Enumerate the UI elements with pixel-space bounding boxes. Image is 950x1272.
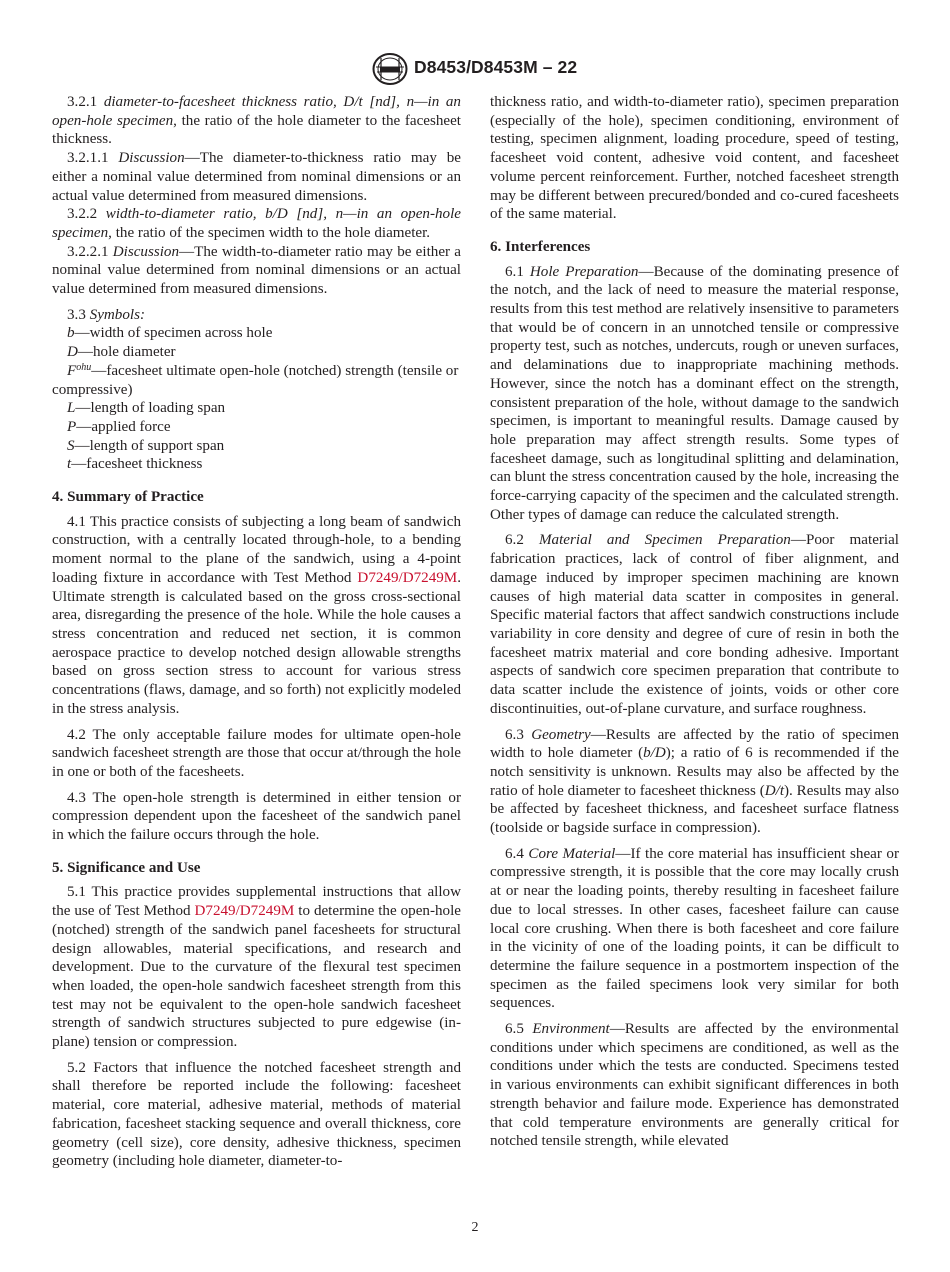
section-4-heading: 4. Summary of Practice xyxy=(52,489,204,506)
symbol-F-ohu: $F^{ohu}—facesheet$ ultimate open-hole (notched) strength (tensile or compressive) xyxy=(52,361,459,398)
paragraph-5-1: 5.1 This practice provides supplemental instructions that allow the use of Test Method D7249/D7249M to determine the open-hole (notched) strength of the sandwich panel facesheets for structural design allowables, material specifications, and research and development. Due to the curvature of the flexural test specimen when loaded, the open-hole sandwich facesheet strength from this test may not be equivalent to the open-hole sandwich facesheet strength of sandwich structures subjected to pure edgewise (in-plane) tension or compression. xyxy=(52,884,461,1051)
paragraph-3-2-1-1: 3.2.1.1 Discussion—The diameter-to-thickness ratio may be either a nominal value determined from nominal dimensions or an actual value determined from measured dimensions. xyxy=(52,150,462,204)
symbol-L: L—length of loading span xyxy=(67,400,226,417)
page-header xyxy=(0,52,950,86)
symbol-t: t—facesheet thickness xyxy=(67,456,203,473)
page-number: 2 xyxy=(471,1220,479,1235)
paragraph-5-2: 5.2 Factors that influence the notched facesheet strength and shall therefore be reported include the following: facesheet material, core material, adhesive material, methods of material fabrication, facesheet stacking sequence and overall thickness, core geometry (cell size), core density, adhesive thickness, specimen geometry (including hole diameter, diameter-to- xyxy=(52,1059,461,1170)
paragraph-4-2: 4.2 The only acceptable failure modes for ultimate open-hole sandwich facesheet strength are those that occur at/through the hole in one or both of the facesheets. xyxy=(52,726,461,780)
paragraph-3-2-1: 3.2.1 diameter-to-facesheet thickness ratio, D/t [nd], n—in an open-hole specimen, the ratio of the hole diameter to the facesheet thickness. xyxy=(52,94,461,148)
left-column xyxy=(52,93,461,1171)
paragraph-6-5: 6.5 Environment—Results are affected by the environmental conditions under which specimens are conditioned, as well as the conditions under which the tests are conducted. Specimens tested in various environments can exhibit significant differences in both strength behavior and failure mode. Experience has demonstrated that cold temperature environments are generally critical for notched tensile strength, while elevated xyxy=(490,1021,899,1150)
paragraph-3-2-2: 3.2.2 width-to-diameter ratio, b/D [nd], n—in an open-hole specimen, the ratio of the specimen width to the hole diameter. xyxy=(52,206,461,241)
astm-logo-icon xyxy=(372,53,408,85)
symbol-b: b—width of specimen across hole xyxy=(67,325,273,342)
paragraph-4-3: 4.3 The open-hole strength is determined in either tension or compression dependent upon the facesheet of the sandwich panel in which the failure occurs through the hole. xyxy=(52,789,461,844)
paragraph-3-3: 3.3 Symbols: xyxy=(67,306,145,323)
paragraph-6-3: 6.3 Geometry—Results are affected by the ratio of specimen width to hole diameter (b/D); a ratio of 6 is recommended if the notch sensitivity is unknown. Results may also be affected by the ratio of hole diameter to facesheet thickness (D/t). Results may also be affected by facesheet thickness, and facesheet surface flatness (toolside or bagside surface in compression). xyxy=(490,726,900,837)
paragraph-6-1: 6.1 Hole Preparation—Because of the dominating presence of the notch, and the lack of need to measure the material response, results from this test method are relatively insensitive to parameters that would be of concern in an unnotched tensile or compressive property test, such as notches, undercuts, rough or uneven surfaces, and delaminations due to inappropriate machining methods. However, since the notch has a dominant effect on the strength, consistent preparation of the hole, without damage to the sandwich specimen, is important to meaningful results. Damage caused by hole preparation may affect strength results. Some types of facesheet damage, such as longitudinal splitting and delamination, can blunt the stress concentration caused by the hole, increasing the force-carrying capacity of the specimen and the calculated strength. Other types of damage can reduce the calculated strength. xyxy=(490,263,899,523)
symbol-D: D—hole diameter xyxy=(67,344,176,361)
link-d7249[interactable]: D7249/D7249M xyxy=(194,903,295,920)
symbol-S: S—length of support span xyxy=(67,437,225,454)
section-6-heading: 6. Interferences xyxy=(490,238,591,255)
symbol-P: P—applied force xyxy=(67,418,171,435)
document-designation: D8453/D8453M – 22 xyxy=(414,57,578,77)
paragraph-6-2: 6.2 Material and Specimen Preparation—Poor material fabrication practices, lack of control of fiber alignment, and damage induced by improper specimen machining are known causes of high material data scatter in composites in general. Specific material factors that affect sandwich constructions include variability in core density and degree of cure of resin in both the facesheet matrix material and core bonding adhesive. Important aspects of sandwich core specimen preparation that contribute to data scatter include the existence of joints, voids or other core discontinuities, out-of-plane curvature, and surface roughness. xyxy=(490,532,900,717)
paragraph-4-1: 4.1 This practice consists of subjecting a long beam of sandwich construction, with a centrally located through-hole, to a bending moment normal to the plane of the sandwich, using a 4-point loading fixture in accordance with Test Method D7249/D7249M. Ultimate strength is calculated based on the gross cross-sectional area, disregarding the presence of the hole. While the hole causes a stress concentration and reduced net section, it is common aerospace practice to develop notched design allowable strengths based on gross section stress to account for various stress concentrations (flaws, damage, and so forth) not explicitly modeled in the stress analysis. xyxy=(52,513,461,717)
symbols-list xyxy=(52,324,461,474)
section-5-heading: 5. Significance and Use xyxy=(52,859,201,876)
paragraph-3-2-2-1: 3.2.2.1 Discussion—The width-to-diameter ratio may be either a nominal value determined from nominal dimensions or an actual value determined from measured dimensions. xyxy=(52,243,461,298)
paragraph-6-4: 6.4 Core Material—If the core material has insufficient shear or compressive strength, it is possible that the core may locally crush at or near the loading points, thereby resulting in facesheet failure due to local stresses. In other cases, facesheet failure can cause local core crushing. When there is both facesheet and core failure in the vicinity of one of the loading points, it can be difficult to determine the failure sequence in a postmortem inspection of the specimen as the failed specimens look very similar for both sequences. xyxy=(490,845,899,1012)
paragraph-5-2-continued: thickness ratio, and width-to-diameter ratio), specimen preparation (especially of the hole), specimen conditioning, environment of testing, specimen alignment, loading procedure, speed of testing, facesheet void content, adhesive void content, and facesheet volume percent reinforcement. Further, notched facesheet strength may be different between precured/bonded and co-cured facesheets of the same material. xyxy=(490,94,899,223)
right-column xyxy=(490,93,899,1151)
link-d7249[interactable]: D7249/D7249M xyxy=(357,569,458,586)
